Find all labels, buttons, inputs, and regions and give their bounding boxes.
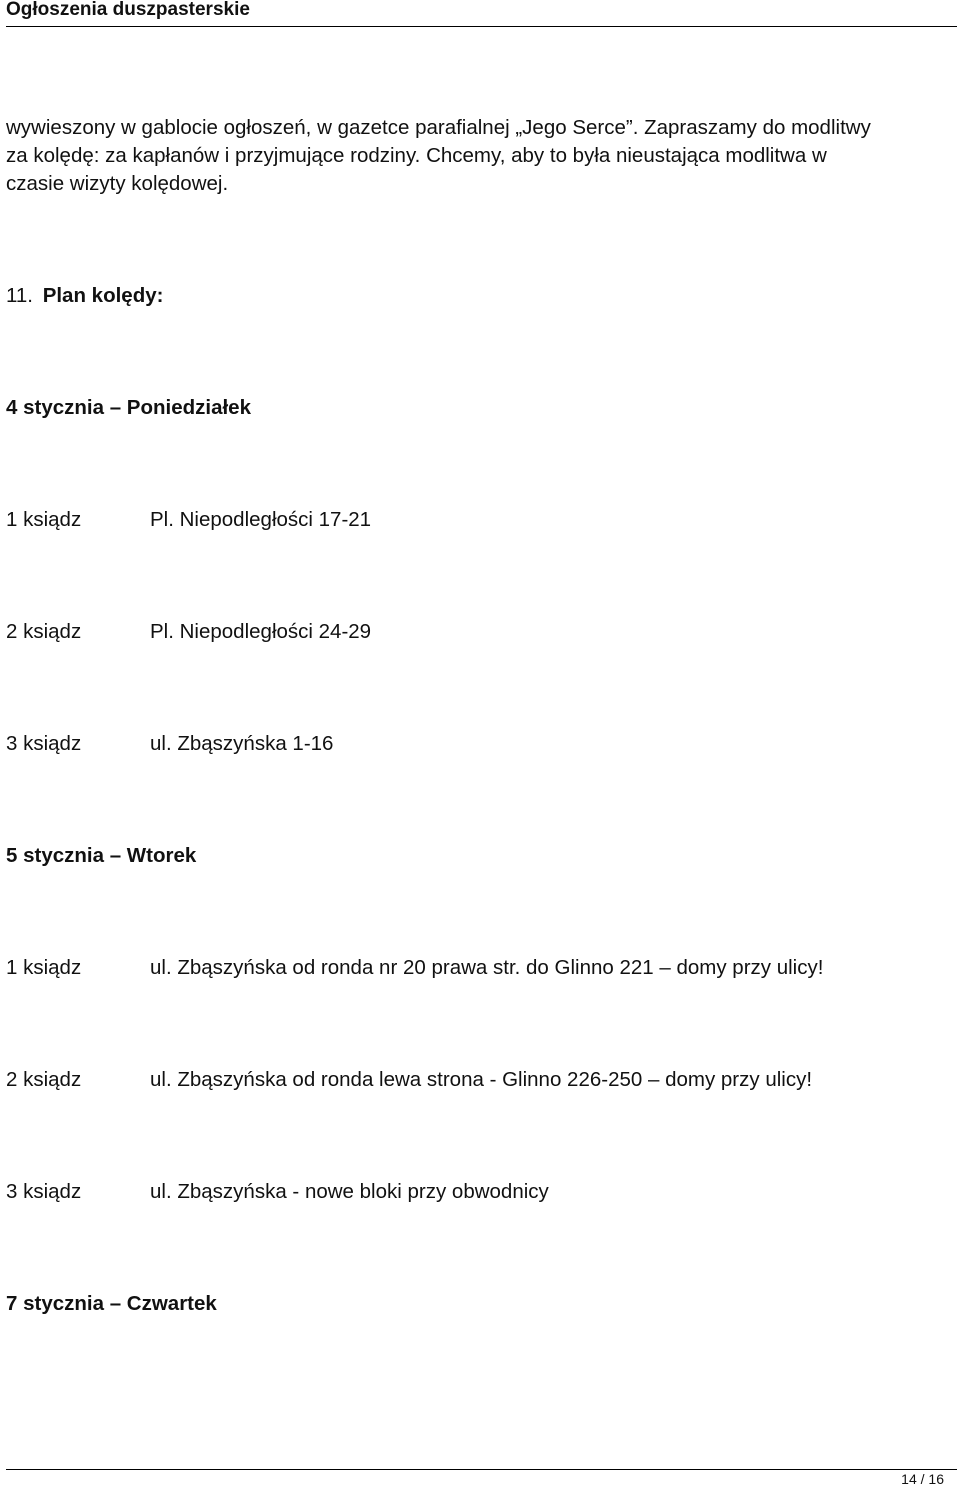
section-number: 11. [6,284,33,307]
page-number: 14 / 16 [901,1471,944,1487]
priest-label: 2 ksiądz [6,620,82,643]
intro-line: za kolędę: za kapłanów i przyjmujące rodziny. Chcemy, aby to była nieustająca modlitwa w [6,144,827,167]
priest-label: 1 ksiądz [6,508,82,531]
page-header [6,0,957,27]
address: ul. Zbąszyńska od ronda lewa strona - Glinno 226-250 – domy przy ulicy! [150,1068,813,1091]
priest-label: 1 ksiądz [6,956,82,979]
intro-line: czasie wizyty kolędowej. [6,172,229,195]
priest-label: 2 ksiądz [6,1068,82,1091]
day-heading: 7 stycznia – Czwartek [6,1292,217,1315]
day-heading: 4 stycznia – Poniedziałek [6,396,251,419]
section-title: Plan kolędy: [42,284,164,307]
address: ul. Zbąszyńska 1-16 [150,732,334,755]
intro-paragraph [6,114,951,198]
page-footer [6,1469,957,1488]
day-heading: 5 stycznia – Wtorek [6,844,197,867]
address: Pl. Niepodległości 17-21 [150,508,372,531]
priest-label: 3 ksiądz [6,1180,82,1203]
address: ul. Zbąszyńska od ronda nr 20 prawa str. do Glinno 221 – domy przy ulicy! [150,956,824,979]
document-title: Ogłoszenia duszpasterskie [6,0,250,20]
section-heading [6,282,163,310]
address: Pl. Niepodległości 24-29 [150,620,372,643]
intro-line: wywieszony w gablocie ogłoszeń, w gazetce parafialnej „Jego Serce”. Zapraszamy do modlitwy [6,116,871,139]
priest-label: 3 ksiądz [6,732,82,755]
address: ul. Zbąszyńska - nowe bloki przy obwodnicy [150,1180,549,1203]
